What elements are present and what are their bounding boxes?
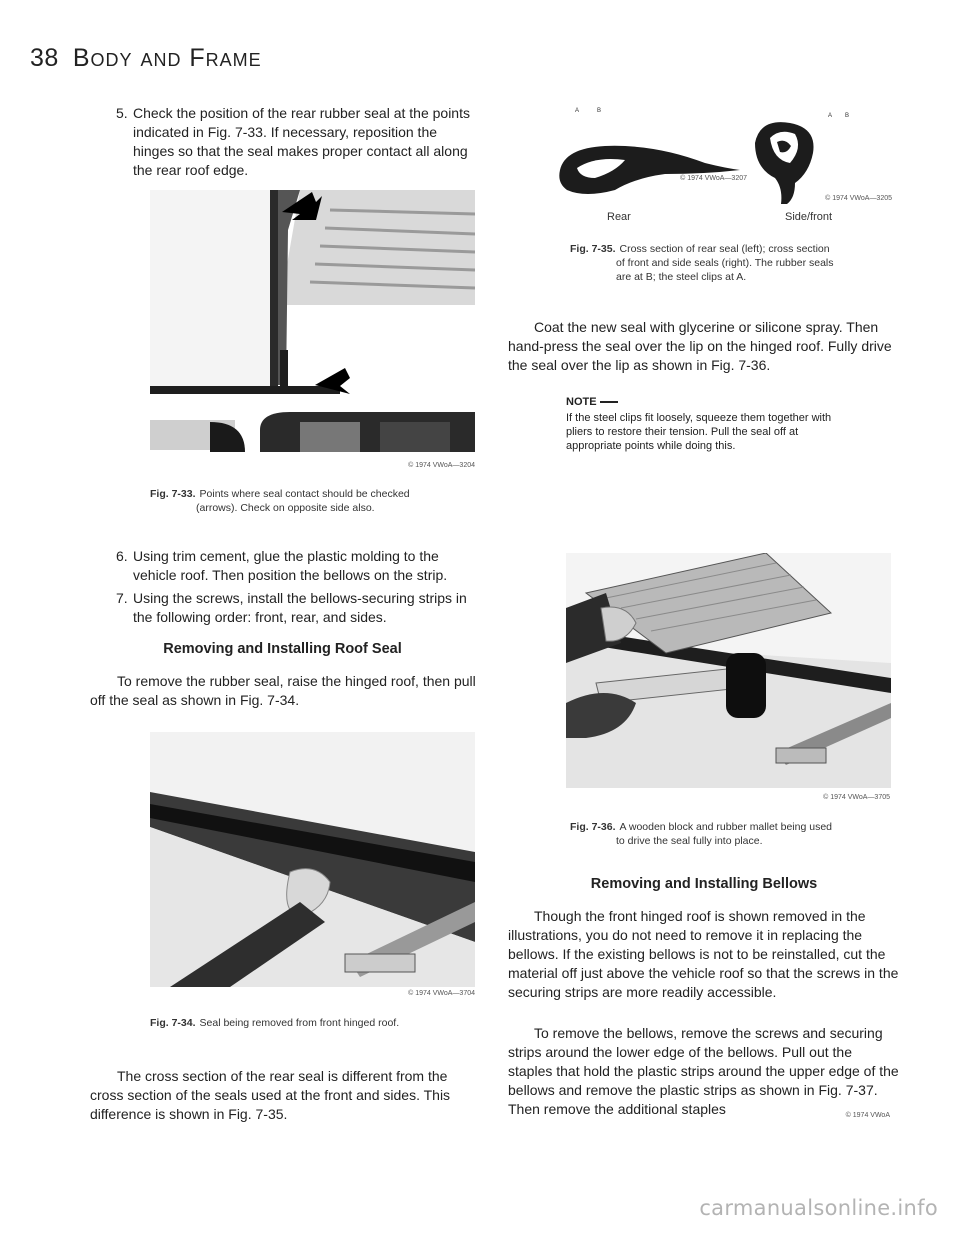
- paragraph-roof-seal: To remove the rubber seal, raise the hinged roof, then pull off the seal as shown in Fig. 7-34.: [90, 673, 476, 708]
- paragraph-bellows-1: Though the front hinged roof is shown removed in the illustrations, you do not need to remove it in replacing the bellows. If the existing bellows is not to be reinstalled, cut the material off just above the vehicle roof so that the screws in the securing strips are more readily accessible.: [508, 908, 899, 1000]
- fig35-label-rear: Rear: [607, 211, 631, 223]
- step-number: 7.: [116, 590, 128, 606]
- figure-7-34-credit: © 1974 VWoA—3704: [408, 990, 475, 997]
- figure-7-35-credit-left: © 1974 VWoA—3207: [680, 175, 747, 182]
- step-text: Check the position of the rear rubber seal at the points indicated in Fig. 7-33. If necessary, reposition the hinges so that the seal makes proper contact all along the rear roof edge.: [133, 105, 470, 178]
- step-7: [116, 589, 475, 627]
- note-heading: NOTE: [566, 396, 618, 408]
- figure-label: Fig. 7-33.: [150, 488, 196, 500]
- page-header: [30, 44, 262, 73]
- step-number: 6.: [116, 548, 128, 564]
- note-text: If the steel clips fit loosely, squeeze them together with pliers to restore their tension. Pull the seal off at appropriate points while doing this.: [566, 412, 832, 452]
- heading-roof-seal: Removing and Installing Roof Seal: [163, 641, 402, 657]
- step-text: Using the screws, install the bellows-securing strips in the following order: front, rear, and sides.: [133, 590, 467, 625]
- fig35-letter-a-left: A: [575, 108, 580, 114]
- watermark: carmanualsonline.info: [699, 1196, 938, 1220]
- footer-credit: © 1974 VWoA: [845, 1112, 890, 1119]
- paragraph-bellows-2: To remove the bellows, remove the screws and securing strips around the lower edge of the bellows. Pull out the staples that hold the plastic strips around the upper edge of the bellows and remove the plastic strips as shown in Fig. 7-37. Then remove the additional staples: [508, 1025, 899, 1117]
- figure-7-36-caption: Fig. 7-36. A wooden block and rubber mallet being used to drive the seal fully into place.: [570, 821, 832, 847]
- figure-7-36-photo: [566, 553, 891, 788]
- step-6: [116, 547, 475, 585]
- figure-7-34-caption: Fig. 7-34. Seal being removed from front hinged roof.: [150, 1017, 400, 1029]
- page-number: 38: [30, 44, 59, 72]
- figure-7-35-credit-right: © 1974 VWoA—3205: [825, 195, 892, 202]
- figure-7-35-caption: Fig. 7-35. Cross section of rear seal (left); cross section of front and side seals (right). The rubber seals are at B; the steel clips at A.: [570, 243, 834, 283]
- figure-7-36-credit: © 1974 VWoA—3705: [823, 794, 890, 801]
- paragraph-coat: Coat the new seal with glycerine or silicone spray. Then hand-press the seal over the lip on the hinged roof. Fully drive the seal over the lip as shown in Fig. 7-36.: [508, 319, 892, 373]
- fig35-letter-a-right: A: [828, 113, 833, 119]
- figure-7-35-drawings: [555, 108, 900, 208]
- figure-7-33-photo: [150, 190, 475, 460]
- figure-7-33-credit: © 1974 VWoA—3204: [408, 462, 475, 469]
- figure-label: Fig. 7-36.: [570, 821, 616, 833]
- paragraph-cross-section: The cross section of the rear seal is different from the cross section of the seals used at the front and sides. This difference is shown in Fig. 7-35.: [90, 1068, 451, 1122]
- heading-bellows: Removing and Installing Bellows: [590, 876, 818, 892]
- fig35-label-side: Side/front: [785, 211, 833, 223]
- step-number: 5.: [116, 105, 128, 121]
- step-text: Using trim cement, glue the plastic molding to the vehicle roof. Then position the bellows on the strip.: [133, 548, 448, 583]
- figure-label: Fig. 7-34.: [150, 1017, 196, 1029]
- figure-7-33-caption: Fig. 7-33. Points where seal contact should be checked (arrows). Check on opposite side also.: [150, 488, 410, 514]
- fig35-letter-b-left: B: [597, 108, 602, 114]
- step-5: [116, 104, 475, 180]
- fig35-letter-b-right: B: [845, 113, 850, 119]
- page-title: Body and Frame: [72, 44, 262, 72]
- figure-7-34-photo: [150, 732, 475, 987]
- figure-label: Fig. 7-35.: [570, 243, 616, 255]
